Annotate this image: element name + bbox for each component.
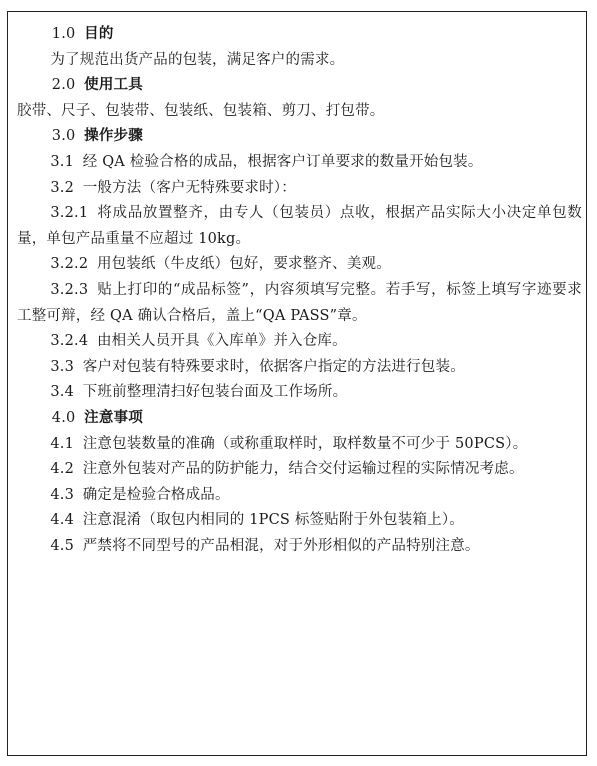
item-text: 客户对包装有特殊要求时，依据客户指定的方法进行包装。 — [82, 358, 465, 375]
item-text: 用包装纸（牛皮纸）包好，要求整齐、美观。 — [96, 256, 391, 273]
section-title: 使用工具 — [84, 77, 143, 94]
section-number: 1.0 — [51, 26, 76, 42]
section-1-text: 为了规范出货产品的包装，满足客户的需求。 — [50, 51, 345, 68]
item-number: 3.2.3 — [50, 281, 89, 298]
item-text: 注意包装数量的准确（或称重取样时，取样数量不可少于 50PCS）。 — [82, 435, 528, 452]
section-4-heading — [17, 406, 582, 432]
item-text: 一般方法（客户无特殊要求时）： — [82, 179, 296, 196]
section-number: 4.0 — [51, 409, 76, 426]
item-4-4 — [17, 508, 582, 534]
section-title: 操作步骤 — [84, 128, 143, 145]
item-text: 经 QA 检验合格的成品，根据客户订单要求的数量开始包装。 — [82, 153, 483, 170]
section-2-heading — [17, 73, 582, 99]
item-text: 由相关人员开具《入库单》并入仓库。 — [96, 333, 347, 350]
item-4-1 — [17, 432, 582, 458]
item-3-1 — [17, 150, 582, 176]
item-number: 4.4 — [50, 512, 75, 529]
item-text: 下班前整理清扫好包装台面及工作场所。 — [82, 384, 348, 401]
item-4-5 — [17, 534, 582, 560]
section-1-heading — [17, 22, 582, 48]
item-3-3 — [17, 355, 582, 381]
item-number: 3.2.2 — [50, 256, 89, 273]
item-text: 将成品放置整齐，由专人（包装员）点收，根据产品实际大小决定单包数量，单包产品重量不应超过 10kg。 — [17, 205, 582, 247]
item-number: 4.2 — [50, 461, 75, 478]
item-text: 确定是检验合格成品。 — [82, 486, 230, 503]
item-number: 3.2.4 — [50, 333, 89, 350]
item-3-4 — [17, 380, 582, 406]
item-text: 严禁将不同型号的产品相混，对于外形相似的产品特别注意。 — [82, 537, 480, 554]
section-title: 注意事项 — [84, 409, 143, 426]
item-text: 注意混淆（取包内相同的 1PCS 标签贴附于外包装箱上）。 — [82, 512, 464, 529]
item-4-2 — [17, 457, 582, 483]
section-3-heading — [17, 124, 582, 150]
item-3-2-1 — [17, 201, 582, 252]
item-number: 4.1 — [50, 435, 75, 452]
item-4-3 — [17, 483, 582, 509]
item-3-2-2 — [17, 252, 582, 278]
item-number: 3.2.1 — [50, 205, 89, 222]
item-3-2-4 — [17, 329, 582, 355]
item-number: 4.5 — [50, 537, 75, 554]
item-3-2 — [17, 176, 582, 202]
item-number: 3.4 — [50, 384, 75, 401]
item-number: 3.3 — [50, 358, 75, 375]
item-number: 3.2 — [50, 179, 75, 196]
section-number: 3.0 — [51, 128, 76, 145]
item-number: 4.3 — [50, 486, 75, 503]
item-number: 3.1 — [50, 153, 75, 170]
item-text: 贴上打印的“成品标签”，内容须填写完整。若手写，标签上填写字迹要求工整可辩，经 QA 确认合格后，盖上“QA PASS”章。 — [17, 281, 582, 324]
item-3-2-3 — [17, 278, 582, 329]
item-text: 注意外包装对产品的防护能力，结合交付运输过程的实际情况考虑。 — [82, 461, 524, 478]
section-number: 2.0 — [51, 77, 76, 94]
section-title: 目的 — [84, 26, 114, 42]
section-2-text: 胶带、尺子、包装带、包装纸、包装箱、剪刀、打包带。 — [17, 102, 385, 119]
document-body — [17, 22, 582, 559]
